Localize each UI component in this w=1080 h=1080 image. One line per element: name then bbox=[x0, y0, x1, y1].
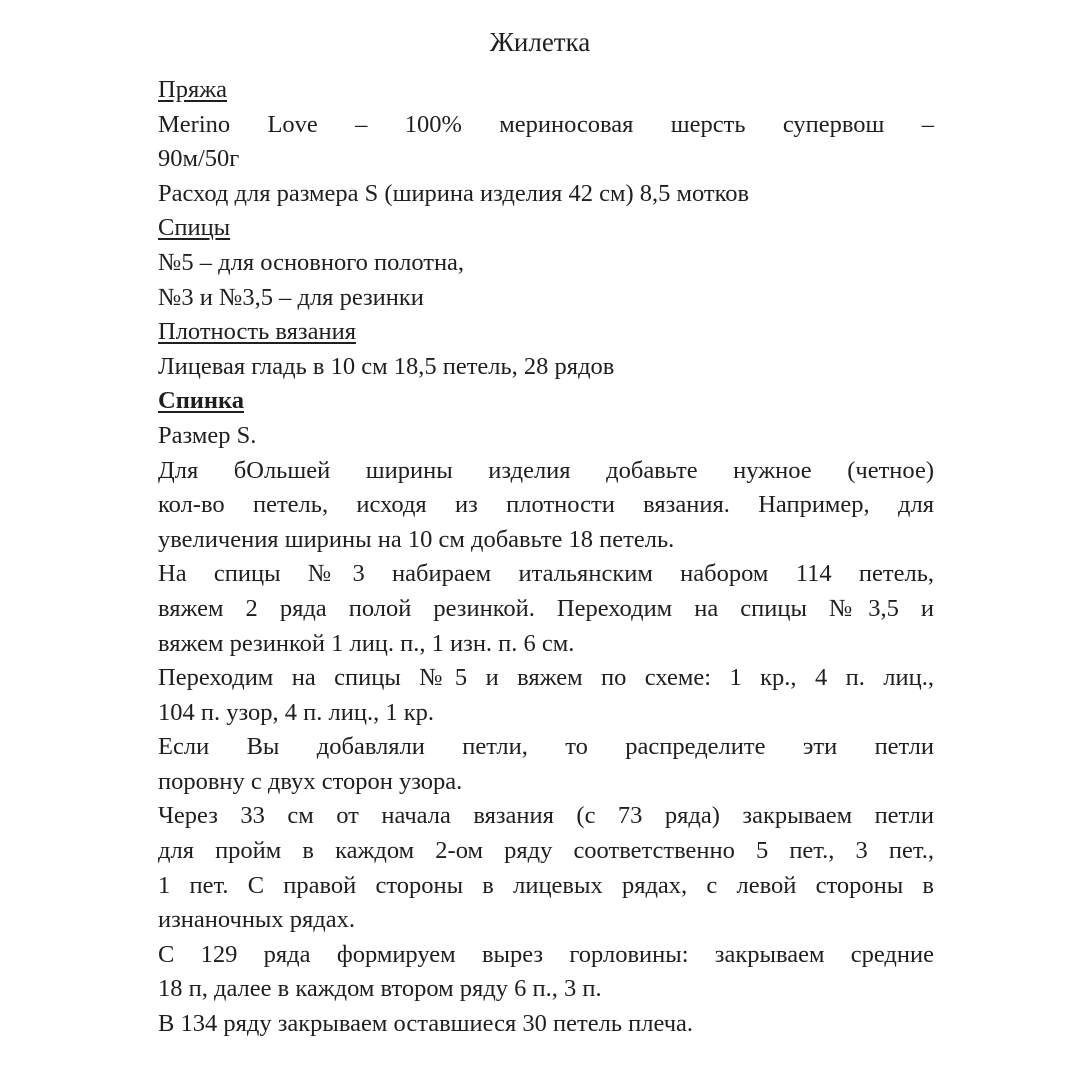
back-heading: Спинка bbox=[158, 387, 245, 415]
yarn-consumption: Расход для размера S (ширина изделия 42 см) 8,5 мотков bbox=[158, 179, 750, 207]
paragraph-line: С 129 ряда формируем вырез горловины: закрываем средние bbox=[158, 940, 934, 968]
yarn-line-2: 90м/50г bbox=[158, 145, 240, 173]
paragraph-line: 1 пет. С правой стороны в лицевых рядах, с левой стороны в bbox=[158, 871, 934, 899]
document-title: Жилетка bbox=[489, 27, 591, 57]
paragraph-line: изнаночных рядах. bbox=[158, 906, 356, 934]
paragraph-line: Через 33 см от начала вязания (с 73 ряда) закрываем петли bbox=[158, 802, 934, 830]
back-paragraph-6 bbox=[158, 938, 934, 1007]
paragraph-line: Для бОльшей ширины изделия добавьте нужное (четное) bbox=[158, 456, 934, 484]
back-paragraph-1 bbox=[158, 454, 934, 558]
needles-main: №5 – для основного полотна, bbox=[158, 248, 465, 276]
paragraph-line: Переходим на спицы №5 и вяжем по схеме: 1 кр., 4 п. лиц., bbox=[158, 664, 934, 692]
needles-rib: №3 и №3,5 – для резинки bbox=[158, 283, 424, 311]
back-paragraph-2 bbox=[158, 557, 934, 661]
paragraph-line: На спицы №3 набираем итальянским набором 114 петель, bbox=[158, 560, 934, 588]
paragraph-line: кол-во петель, исходя из плотности вязания. Например, для bbox=[158, 491, 934, 519]
paragraph-line: поровну с двух сторон узора. bbox=[158, 767, 463, 795]
document-body bbox=[158, 73, 934, 1042]
back-paragraph-3 bbox=[158, 661, 934, 730]
back-paragraph-7 bbox=[158, 1007, 934, 1042]
yarn-line-1: Merino Love – 100% мериносовая шерсть супервош – bbox=[158, 110, 934, 138]
paragraph-line: для пройм в каждом 2-ом ряду соответственно 5 пет., 3 пет., bbox=[158, 837, 934, 865]
gauge-heading: Плотность вязания bbox=[158, 318, 356, 346]
needles-heading: Спицы bbox=[158, 214, 231, 242]
paragraph-line: 104 п. узор, 4 п. лиц., 1 кр. bbox=[158, 698, 434, 726]
gauge-text: Лицевая гладь в 10 см 18,5 петель, 28 рядов bbox=[158, 352, 615, 380]
back-size: Размер S. bbox=[158, 421, 257, 449]
paragraph-line: В 134 ряду закрываем оставшиеся 30 петель плеча. bbox=[158, 1010, 694, 1038]
yarn-description bbox=[158, 108, 934, 177]
paragraph-line: увеличения ширины на 10 см добавьте 18 петель. bbox=[158, 525, 675, 553]
paragraph-line: 18 п, далее в каждом втором ряду 6 п., 3 п. bbox=[158, 975, 602, 1003]
yarn-heading: Пряжа bbox=[158, 76, 228, 103]
back-paragraph-4 bbox=[158, 730, 934, 799]
back-paragraph-5 bbox=[158, 799, 934, 937]
paragraph-line: Если Вы добавляли петли, то распределите эти петли bbox=[158, 733, 934, 761]
paragraph-line: вяжем 2 ряда полой резинкой. Переходим на спицы №3,5 и bbox=[158, 594, 934, 622]
paragraph-line: вяжем резинкой 1 лиц. п., 1 изн. п. 6 см. bbox=[158, 629, 575, 657]
